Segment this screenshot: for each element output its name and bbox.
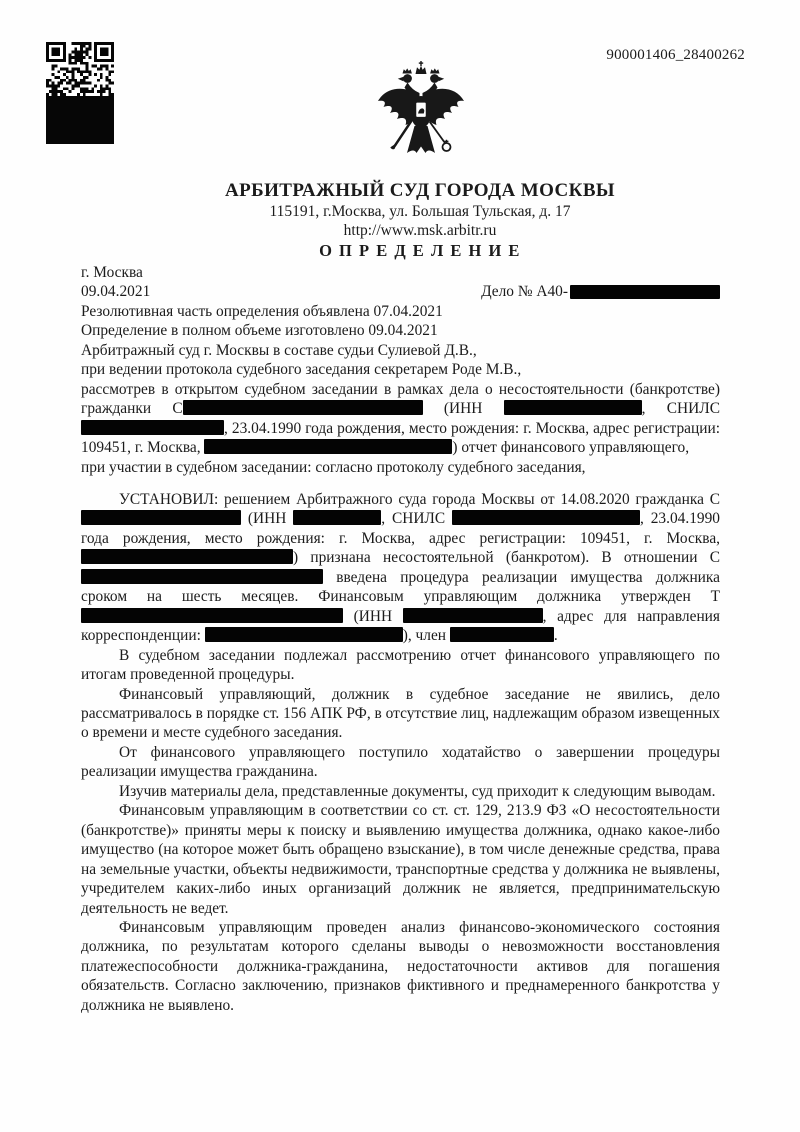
redaction-bar xyxy=(81,608,343,623)
paragraph: От финансового управляющего поступило ходатайство о завершении процедуры реализации имущества гражданина. xyxy=(81,743,720,781)
document-number: 900001406_28400262 xyxy=(606,47,745,63)
case-number xyxy=(481,282,720,301)
paragraph: Изучив материалы дела, представленные документы, суд приходит к следующим выводам. xyxy=(119,782,716,800)
paragraph: Арбитражный суд г. Москвы в составе судьи Сулиевой Д.В., xyxy=(81,341,477,359)
redaction-bar xyxy=(81,420,224,435)
redaction-bar xyxy=(81,549,293,564)
paragraph: В судебном заседании подлежал рассмотрению отчет финансового управляющего по итогам проведенной процедуры. xyxy=(81,646,720,684)
redaction-bar xyxy=(504,400,642,415)
court-address: 115191, г.Москва, ул. Большая Тульская, д. 17 xyxy=(269,203,571,220)
decision-date: 09.04.2021 xyxy=(81,283,151,301)
court-website: http://www.msk.arbitr.ru xyxy=(343,222,497,239)
paragraph: Определение в полном объеме изготовлено 09.04.2021 xyxy=(81,322,438,340)
redaction-bar xyxy=(452,510,640,525)
redaction-bar xyxy=(183,400,423,415)
paragraph: Финансовым управляющим проведен анализ финансово-экономического состояния должника, по результатам которого сделаны выводы о невозможности восстановления платежеспособности должника-гражданина, недостаточности активов для погашения обязательств. Согласно заключению, признаков фиктивного и преднамеренного банкротства у должника не выявлено. xyxy=(81,918,720,1014)
redaction-bar xyxy=(204,439,452,454)
qr-redaction-block xyxy=(46,96,114,144)
redaction-bar xyxy=(205,627,403,642)
redaction-bar xyxy=(570,285,720,299)
paragraph: при участии в судебном заседании: согласно протоколу судебного заседания, xyxy=(81,458,586,476)
city-line: г. Москва xyxy=(81,264,143,281)
paragraph: при ведении протокола судебного заседания секретарем Роде М.В., xyxy=(81,361,522,379)
redaction-bar xyxy=(81,510,241,525)
document-type-title: О П Р Е Д Е Л Е Н И Е xyxy=(319,241,521,260)
redaction-bar xyxy=(450,627,554,642)
redaction-bar xyxy=(293,510,381,525)
court-name: АРБИТРАЖНЫЙ СУД ГОРОДА МОСКВЫ xyxy=(225,180,615,201)
paragraph: УСТАНОВИЛ: решением Арбитражного суда города Москвы от 14.08.2020 гражданка С (ИНН , СНИЛС , 23.04.1990 года рождения, место рождения: г. Москва, адрес регистрации: 109451, г. Москва, ) признана несостоятельной (банкротом). В отношении С введена процедура реализации имущества должника сроком на шесть месяцев. Финансовым управляющим должника утвержден Т (ИНН , адрес для направления корреспонденции: ), член . xyxy=(81,490,720,645)
paragraphs-host xyxy=(81,302,720,1015)
qr-code-icon xyxy=(46,42,114,144)
paragraph: Резолютивная часть определения объявлена 07.04.2021 xyxy=(81,302,443,320)
redaction-bar xyxy=(403,608,543,623)
paragraph: рассмотрев в открытом судебном заседании в рамках дела о несостоятельности (банкротстве) гражданки С (ИНН , СНИЛС , 23.04.1990 года рождения, место рождения: г. Москва, адрес регистрации: 109451, г. Москва, ) отчет финансового управляющего, xyxy=(81,380,720,457)
paragraph: Финансовый управляющий, должник в судебное заседание не явились, дело рассматривалось в порядке ст. 156 АПК РФ, в отсутствие лиц, надлежащим образом извещенных о времени и месте судебного заседания. xyxy=(81,685,720,742)
document-body xyxy=(81,263,720,1015)
redaction-bar xyxy=(81,569,323,584)
date-case-row xyxy=(81,282,720,301)
case-number-prefix: Дело № А40- xyxy=(481,283,568,301)
court-header xyxy=(90,180,750,261)
paragraph: Финансовым управляющим в соответствии со ст. ст. 129, 213.9 ФЗ «О несостоятельности (банкротстве)» приняты меры к поиску и выявлению имущества должника, однако какое-либо имущество (на которое может быть обращено взыскание), в том числе денежные средства, права на земельные участки, объекты недвижимости, транспортные средства у должника не выявлены, учредителем каких-либо иных организаций должник не является, предпринимательскую деятельность не ведет. xyxy=(81,802,720,917)
coat-of-arms-icon xyxy=(371,60,471,174)
